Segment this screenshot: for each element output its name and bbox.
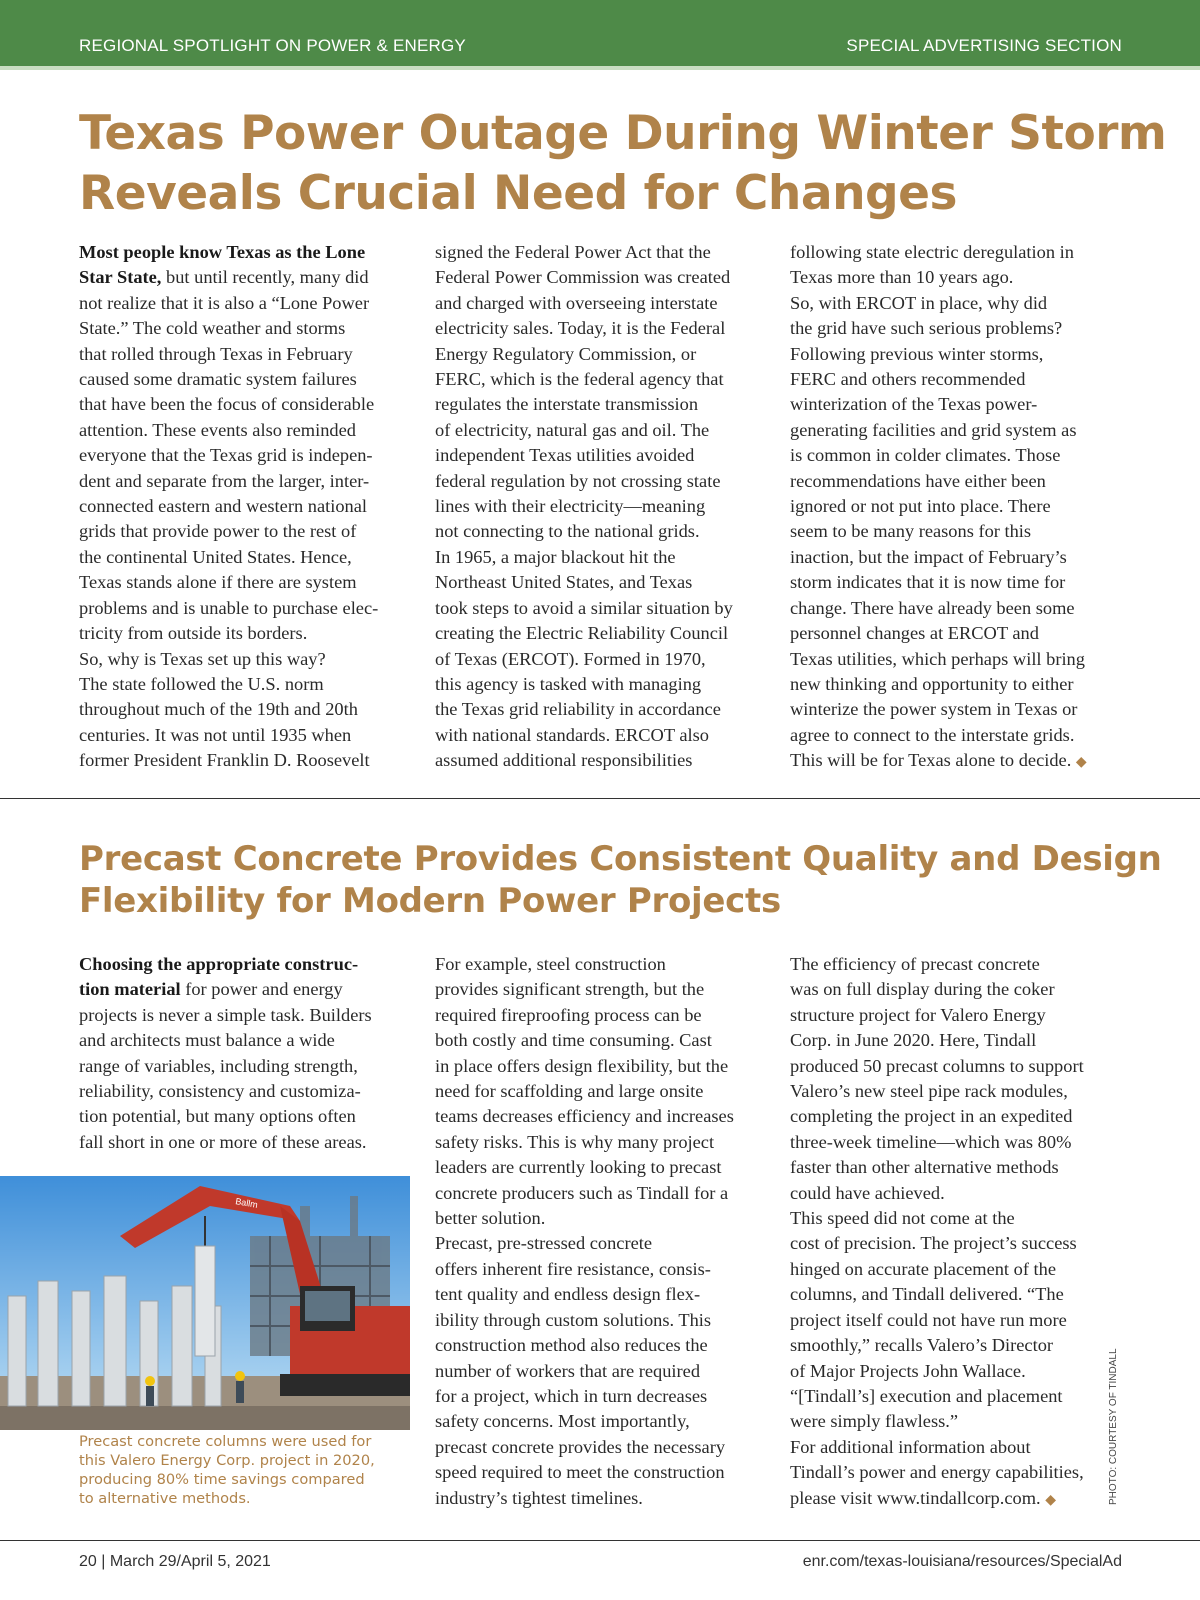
caption-line: this Valero Energy Corp. project in 2020, <box>79 1452 375 1469</box>
article-line: problems and is unable to purchase elec- <box>79 597 379 618</box>
article-line: independent Texas utilities avoided <box>435 445 695 466</box>
article-line: For additional information about <box>790 1436 1031 1457</box>
article1-column-1 <box>79 240 407 774</box>
article-line: with national standards. ERCOT also <box>435 724 709 745</box>
article-line: regulates the interstate transmission <box>435 394 699 415</box>
article-line: concrete producers such as Tindall for a <box>435 1182 729 1203</box>
article-line: not connecting to the national grids. <box>435 521 700 542</box>
article-line: cost of precision. The project’s success <box>790 1233 1077 1254</box>
footer-divider <box>0 1540 1200 1541</box>
article-line: both costly and time consuming. Cast <box>435 1030 712 1051</box>
article-line: For example, steel construction <box>435 954 666 974</box>
article-line: three-week timeline—which was 80% <box>790 1131 1072 1152</box>
article-line: of electricity, natural gas and oil. The <box>435 419 710 440</box>
lead-in-tail: for power and energy <box>180 979 343 1000</box>
article-line: The state followed the U.S. norm <box>79 673 324 694</box>
article-line: could have achieved. <box>790 1182 945 1203</box>
caption-line: producing 80% time savings compared <box>79 1471 365 1488</box>
article-line: seem to be many reasons for this <box>790 521 1032 542</box>
article-line: smoothly,” recalls Valero’s Director <box>790 1335 1054 1356</box>
article-line <box>79 952 407 977</box>
header-stripe <box>0 66 1200 70</box>
article-line: throughout much of the 19th and 20th <box>79 699 358 720</box>
article-line: ignored or not put into place. There <box>790 496 1051 517</box>
article-line: connected eastern and western national <box>79 496 367 517</box>
article-line: Northeast United States, and Texas <box>435 572 693 593</box>
article2-title <box>79 838 1162 922</box>
article-line: of Major Projects John Wallace. <box>790 1360 1026 1381</box>
article-line: attention. These events also reminded <box>79 419 356 440</box>
article-line: This speed did not come at the <box>790 1208 1015 1229</box>
article-line: not realize that it is also a “Lone Power <box>79 292 370 313</box>
article-line: dent and separate from the larger, inter- <box>79 470 370 491</box>
article-line: Valero’s new steel pipe rack modules, <box>790 1081 1068 1102</box>
caption-line: to alternative methods. <box>79 1490 251 1507</box>
article2-title-line: Flexibility for Modern Power Projects <box>79 881 781 921</box>
article-line: creating the Electric Reliability Council <box>435 623 729 644</box>
article-line: Following previous winter storms, <box>790 343 1044 364</box>
lead-in-bold: Star State, <box>79 267 162 288</box>
article-line: electricity sales. Today, it is the Federal <box>435 318 726 339</box>
article-line: speed required to meet the construction <box>435 1462 725 1483</box>
article-line: provides significant strength, but the <box>435 979 705 1000</box>
article-lines <box>435 952 763 1511</box>
article-line: Texas utilities, which perhaps will bring <box>790 648 1085 669</box>
section-label-right: SPECIAL ADVERTISING SECTION <box>846 36 1122 55</box>
article1-column-2 <box>435 240 763 774</box>
article-line: personnel changes at ERCOT and <box>790 623 1039 644</box>
article-line: Tindall’s power and energy capabilities, <box>790 1462 1084 1483</box>
article-lines <box>79 1003 407 1155</box>
article-lines <box>79 291 407 774</box>
section-label-left: REGIONAL SPOTLIGHT ON POWER & ENERGY <box>79 36 466 55</box>
article-lines <box>790 952 1118 1486</box>
article1-title-line: Texas Power Outage During Winter Storm <box>79 106 1167 161</box>
article-line: of Texas (ERCOT). Formed in 1970, <box>435 648 706 669</box>
article-line: everyone that the Texas grid is indepen- <box>79 445 373 466</box>
article-line <box>79 240 407 265</box>
article-line: former President Franklin D. Roosevelt <box>79 750 370 771</box>
section-header-bar <box>0 0 1200 66</box>
photo-caption <box>79 1432 409 1508</box>
article-line: in place offers design flexibility, but the <box>435 1055 729 1076</box>
article-line: Corp. in June 2020. Here, Tindall <box>790 1030 1037 1051</box>
article-line: centuries. It was not until 1935 when <box>79 724 352 745</box>
article-line: and charged with overseeing interstate <box>435 292 718 313</box>
article-line: Energy Regulatory Commission, or <box>435 343 697 364</box>
article-line: grids that provide power to the rest of <box>79 521 357 542</box>
article-line: faster than other alternative methods <box>790 1157 1059 1178</box>
article-line: Federal Power Commission was created <box>435 267 731 288</box>
article-line: following state electric deregulation in <box>790 242 1074 262</box>
article-line: winterization of the Texas power- <box>790 394 1038 415</box>
article-line: FERC, which is the federal agency that <box>435 369 724 390</box>
article-line: completing the project in an expedited <box>790 1106 1073 1127</box>
article-line: and architects must balance a wide <box>79 1030 335 1051</box>
article-line: Texas stands alone if there are system <box>79 572 357 593</box>
article-line: the continental United States. Hence, <box>79 546 352 567</box>
article-line: Precast, pre-stressed concrete <box>435 1233 653 1254</box>
end-diamond-icon: ◆ <box>1045 1492 1056 1508</box>
article-line: produced 50 precast columns to support <box>790 1055 1084 1076</box>
article1-title <box>79 104 1167 224</box>
article2-column-3 <box>790 952 1118 1513</box>
article-line: new thinking and opportunity to either <box>790 673 1074 694</box>
article-line: inaction, but the impact of February’s <box>790 546 1067 567</box>
article-line: safety risks. This is why many project <box>435 1131 715 1152</box>
article-line: tion potential, but many options often <box>79 1106 356 1127</box>
article-line: the Texas grid reliability in accordance <box>435 699 721 720</box>
article-line: The efficiency of precast concrete <box>790 954 1040 974</box>
article-line: In 1965, a major blackout hit the <box>435 546 676 567</box>
article-line <box>79 977 407 1002</box>
article-line <box>790 748 1118 775</box>
article-line: fall short in one or more of these areas. <box>79 1131 367 1152</box>
article-line: required fireproofing process can be <box>435 1004 702 1025</box>
article-line: took steps to avoid a similar situation by <box>435 597 733 618</box>
article-line: Texas more than 10 years ago. <box>790 267 1014 288</box>
article-line: agree to connect to the interstate grids. <box>790 724 1075 745</box>
article-line: leaders are currently looking to precast <box>435 1157 722 1178</box>
article-line: So, with ERCOT in place, why did <box>790 292 1048 313</box>
article-line: that have been the focus of considerable <box>79 394 375 415</box>
article1-column-3 <box>790 240 1118 776</box>
article-line: need for scaffolding and large onsite <box>435 1081 704 1102</box>
article2-column-1 <box>79 952 407 1155</box>
end-diamond-icon: ◆ <box>1075 755 1087 771</box>
closing-line: please visit www.tindallcorp.com. <box>790 1487 1041 1508</box>
article-line: teams decreases efficiency and increases <box>435 1106 734 1127</box>
article-line: hinged on accurate placement of the <box>790 1258 1057 1279</box>
article-line: tricity from outside its borders. <box>79 623 308 644</box>
article-line: safety concerns. Most importantly, <box>435 1411 690 1432</box>
article-line: “[Tindall’s] execution and placement <box>790 1385 1063 1406</box>
article-line: this agency is tasked with managing <box>435 673 702 694</box>
article-line: tent quality and endless design flex- <box>435 1284 701 1305</box>
article2-column-2 <box>435 952 763 1511</box>
article-line: FERC and others recommended <box>790 369 1026 390</box>
article-line: columns, and Tindall delivered. “The <box>790 1284 1064 1305</box>
article-line: projects is never a simple task. Builders <box>79 1004 372 1025</box>
article-line: is common in colder climates. Those <box>790 445 1061 466</box>
construction-photo-illustration <box>0 1176 410 1430</box>
article-line: storm indicates that it is now time for <box>790 572 1066 593</box>
article-line: construction method also reduces the <box>435 1335 708 1356</box>
article-line: ibility through custom solutions. This <box>435 1309 712 1330</box>
article-line: signed the Federal Power Act that the <box>435 242 711 262</box>
article-lines <box>435 240 763 774</box>
article2-title-line: Precast Concrete Provides Consistent Quality and Design <box>79 839 1162 879</box>
article-line: for a project, which in turn decreases <box>435 1385 708 1406</box>
article-lines <box>790 240 1118 748</box>
article-line: winterize the power system in Texas or <box>790 699 1078 720</box>
article-line: project itself could not have run more <box>790 1309 1067 1330</box>
closing-line: This will be for Texas alone to decide. <box>790 750 1072 771</box>
article-line: federal regulation by not crossing state <box>435 470 721 491</box>
article-line: that rolled through Texas in February <box>79 343 353 364</box>
construction-photo <box>0 1176 410 1430</box>
article-line: recommendations have either been <box>790 470 1046 491</box>
lead-in-bold: Most people know Texas as the Lone <box>79 242 366 262</box>
section-divider <box>0 798 1200 799</box>
article-line: precast concrete provides the necessary <box>435 1436 726 1457</box>
article-line: the grid have such serious problems? <box>790 318 1063 339</box>
photo-credit: PHOTO: COURTESY OF TINDALL <box>1108 1348 1119 1505</box>
article-line: reliability, consistency and customiza- <box>79 1081 361 1102</box>
article-line: offers inherent fire resistance, consis- <box>435 1258 711 1279</box>
article-line <box>790 1486 1118 1513</box>
caption-line: Precast concrete columns were used for <box>79 1433 372 1450</box>
article-line: lines with their electricity—meaning <box>435 496 706 517</box>
article-line: assumed additional responsibilities <box>435 750 693 771</box>
article-line: caused some dramatic system failures <box>79 369 357 390</box>
article-line: generating facilities and grid system as <box>790 419 1077 440</box>
article-line <box>79 265 407 290</box>
article-line: were simply flawless.” <box>790 1411 959 1432</box>
article1-title-line: Reveals Crucial Need for Changes <box>79 166 958 221</box>
lead-in-bold: Choosing the appropriate construc- <box>79 954 359 974</box>
article-line: State.” The cold weather and storms <box>79 318 346 339</box>
article-line: range of variables, including strength, <box>79 1055 358 1076</box>
article-line: number of workers that are required <box>435 1360 701 1381</box>
article-line: So, why is Texas set up this way? <box>79 648 326 669</box>
excavator-label: Ballm <box>234 1196 259 1210</box>
article-line: change. There have already been some <box>790 597 1075 618</box>
lead-in-bold: tion material <box>79 979 181 1000</box>
article-line: industry’s tightest timelines. <box>435 1487 643 1508</box>
lead-in-tail: but until recently, many did <box>161 267 369 288</box>
footer-url-link[interactable]: enr.com/texas-louisiana/resources/SpecialAd <box>802 1553 1122 1570</box>
article-line: structure project for Valero Energy <box>790 1004 1046 1025</box>
article-line: better solution. <box>435 1208 546 1229</box>
page-info: 20 | March 29/April 5, 2021 <box>79 1553 271 1570</box>
article-line: was on full display during the coker <box>790 979 1055 1000</box>
